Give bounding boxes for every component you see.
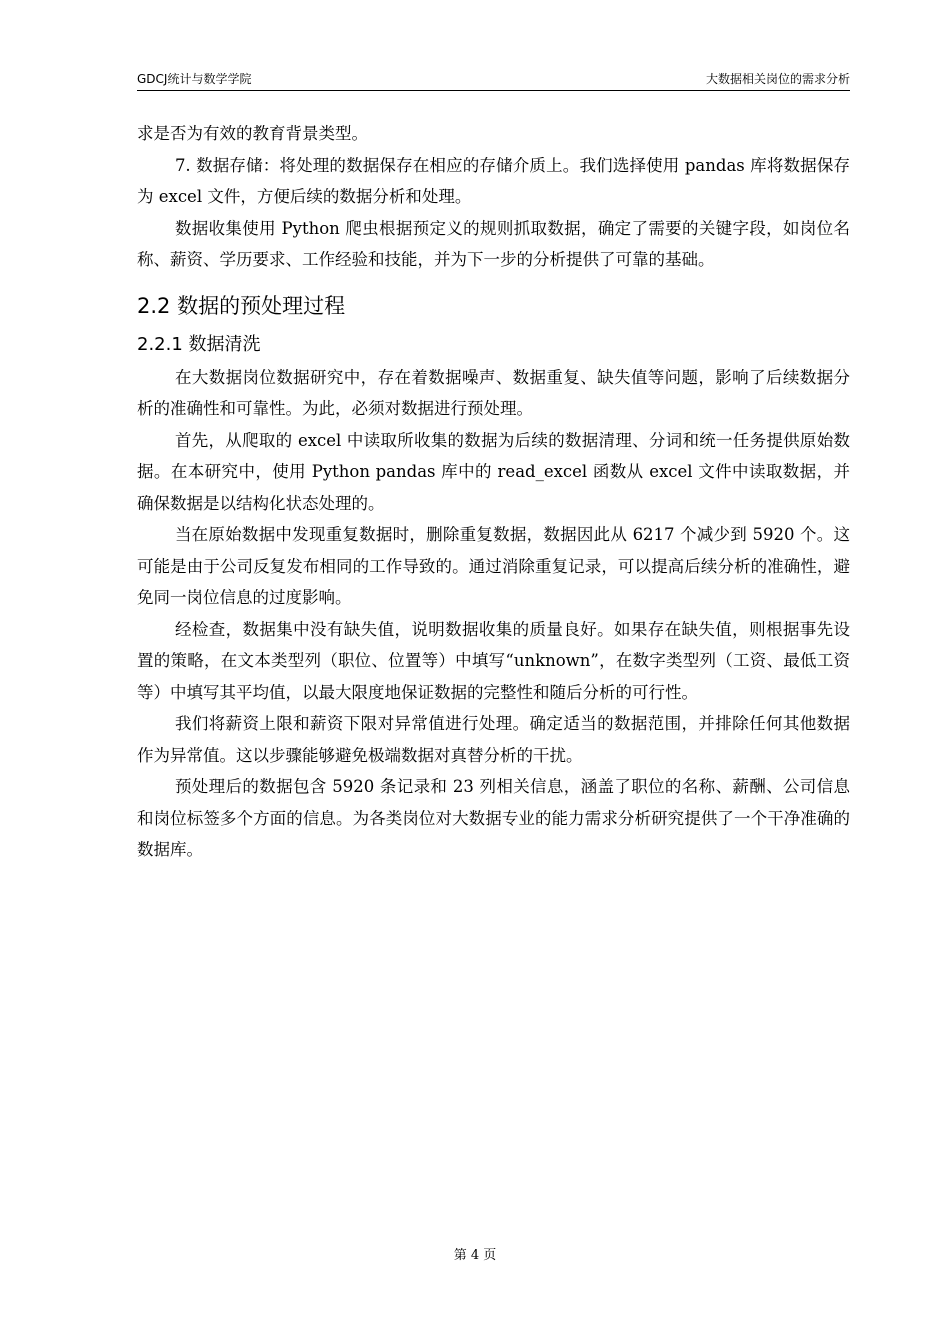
paragraph-data-storage: 7. 数据存储：将处理的数据保存在相应的存储介质上。我们选择使用 pandas 库将数据保存为 excel 文件，方便后续的数据分析和处理。 <box>137 155 850 206</box>
header-institution: GDCJ统计与数学学院 <box>137 72 252 86</box>
subsection-heading-2-2-1: 2.2.1 数据清洗 <box>137 333 261 355</box>
paragraph-read-excel: 首先，从爬取的 excel 中读取所收集的数据为后续的数据清理、分词和统一任务提供原始数据。在本研究中，使用 Python pandas 库中的 read_excel 函数从 excel 文件中读取数据，并确保数据是以结构化状态处理的。 <box>137 430 850 513</box>
paragraph-missing-values: 经检查，数据集中没有缺失值，说明数据收集的质量良好。如果存在缺失值，则根据事先设置的策略，在文本类型列（职位、位置等）中填写“unknown”，在数字类型列（工资、最低工资等）中填写其平均值，以最大限度地保证数据的完整性和随后分析的可行性。 <box>137 619 850 702</box>
paragraph-outliers: 我们将薪资上限和薪资下限对异常值进行处理。确定适当的数据范围，并排除任何其他数据作为异常值。这以步骤能够避免极端数据对真替分析的干扰。 <box>137 714 850 765</box>
paragraph-data-collection-summary: 数据收集使用 Python 爬虫根据预定义的规则抓取数据，确定了需要的关键字段，如岗位名称、薪资、学历要求、工作经验和技能，并为下一步的分析提供了可靠的基础。 <box>137 218 850 269</box>
page-body <box>137 118 850 866</box>
paragraph-deduplication: 当在原始数据中发现重复数据时，删除重复数据，数据因此从 6217 个减少到 5920 个。这可能是由于公司反复发布相同的工作导致的。通过消除重复记录，可以提高后续分析的准确性，避免同一岗位信息的过度影响。 <box>137 525 850 607</box>
paragraph-continued: 求是否为有效的教育背景类型。 <box>137 124 368 143</box>
page-header <box>137 68 850 91</box>
section-heading-2-2: 2.2 数据的预处理过程 <box>137 293 346 318</box>
header-title: 大数据相关岗位的需求分析 <box>705 72 850 86</box>
paragraph-cleaning-intro: 在大数据岗位数据研究中，存在着数据噪声、数据重复、缺失值等问题，影响了后续数据分析的准确性和可靠性。为此，必须对数据进行预处理。 <box>137 367 850 418</box>
paragraph-result-summary: 预处理后的数据包含 5920 条记录和 23 列相关信息，涵盖了职位的名称、薪酬、公司信息和岗位标签多个方面的信息。为各类岗位对大数据专业的能力需求分析研究提供了一个干净准确的数据库。 <box>137 777 850 859</box>
page-number: 第 4 页 <box>453 1248 497 1263</box>
